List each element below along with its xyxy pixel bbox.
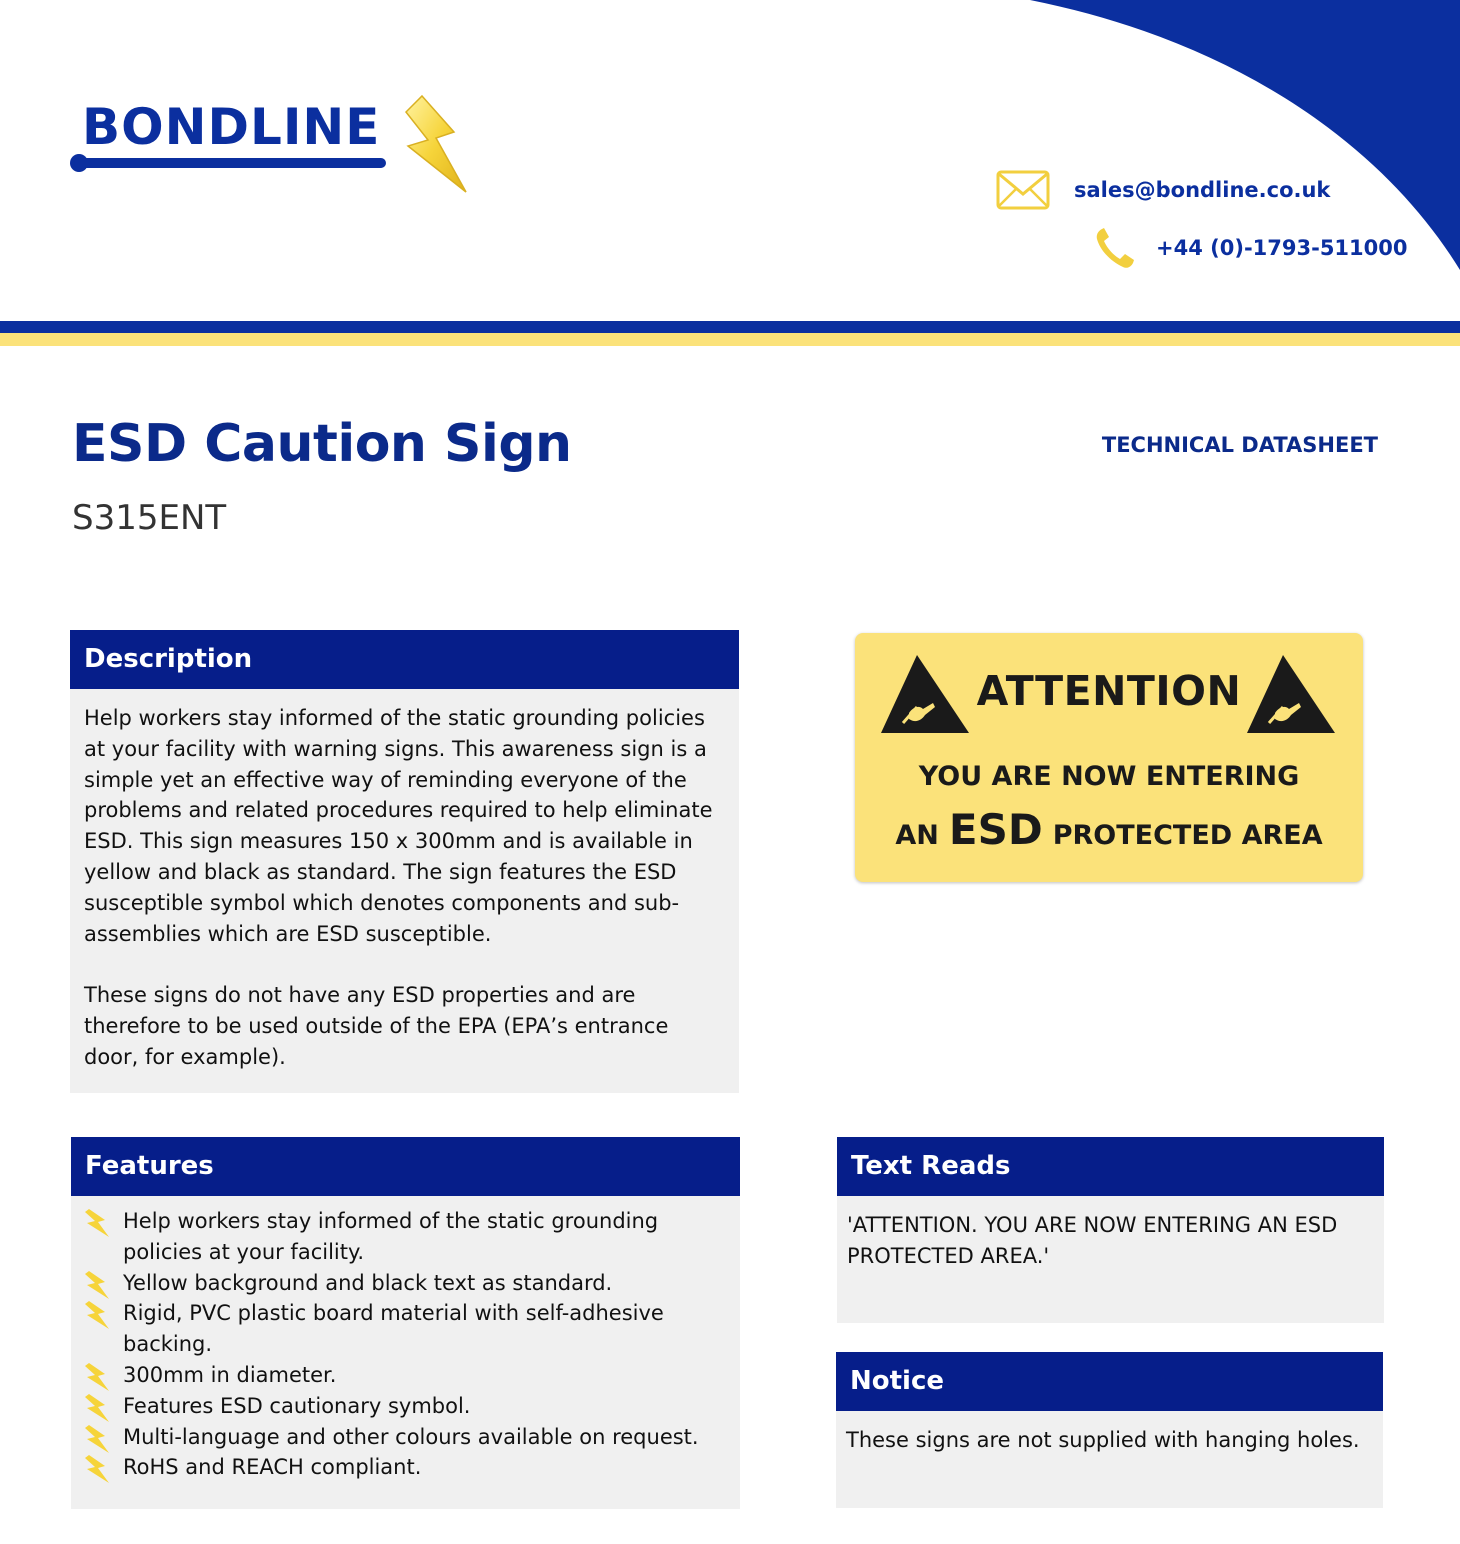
list-item: Multi-language and other colours available on request.: [83, 1422, 730, 1453]
lightning-bolt-icon: [83, 1270, 111, 1300]
lightning-bolt-icon: [83, 1393, 111, 1423]
sign-image: [855, 633, 1363, 882]
list-item: Yellow background and black text as standard.: [83, 1268, 730, 1299]
lightning-bolt-icon: [392, 92, 472, 197]
features-panel: [71, 1137, 740, 1509]
list-item: RoHS and REACH compliant.: [83, 1452, 730, 1483]
notice-panel: [836, 1352, 1383, 1508]
text-reads-heading: Text Reads: [837, 1137, 1384, 1196]
description-panel: [70, 630, 739, 1093]
logo-text: BONDLINE: [82, 98, 381, 156]
phone-icon: [1094, 226, 1136, 270]
lightning-bolt-icon: [83, 1454, 111, 1484]
sign-line-3-prefix: AN: [895, 820, 939, 851]
lightning-bolt-icon: [83, 1208, 111, 1238]
description-paragraph: These signs do not have any ESD properties and are therefore to be used outside of the EPA (EPA’s entrance door, for example).: [84, 983, 669, 1069]
document-type-label: TECHNICAL DATASHEET: [1101, 433, 1378, 457]
lightning-bolt-icon: [83, 1424, 111, 1454]
list-item: Features ESD cautionary symbol.: [83, 1391, 730, 1422]
email-contact[interactable]: [996, 170, 1330, 210]
description-heading: Description: [70, 630, 739, 689]
sign-line-3-emphasis: ESD: [948, 805, 1043, 854]
phone-contact[interactable]: [1094, 226, 1408, 270]
sign-line-3: [855, 805, 1363, 854]
header-stripe-yellow: [0, 333, 1460, 346]
sign-attention-text: ATTENTION: [976, 667, 1242, 715]
bondline-logo: [70, 92, 480, 202]
text-reads-body: 'ATTENTION. YOU ARE NOW ENTERING AN ESD PROTECTED AREA.': [847, 1213, 1338, 1268]
notice-body: These signs are not supplied with hanging holes.: [846, 1428, 1360, 1452]
sign-line-3-suffix: PROTECTED AREA: [1052, 820, 1323, 851]
sign-line-2: YOU ARE NOW ENTERING: [918, 761, 1300, 792]
list-item: Rigid, PVC plastic board material with self-adhesive backing.: [83, 1298, 730, 1360]
page-title: ESD Caution Sign: [72, 414, 572, 474]
header-stripe-blue: [0, 321, 1460, 333]
email-link[interactable]: sales@bondline.co.uk: [1074, 178, 1331, 202]
features-heading: Features: [71, 1137, 740, 1196]
list-item: Help workers stay informed of the static grounding policies at your facility.: [83, 1206, 730, 1268]
lightning-bolt-icon: [83, 1300, 111, 1330]
phone-link[interactable]: +44 (0)-1793-511000: [1156, 236, 1408, 260]
text-reads-panel: [837, 1137, 1384, 1323]
notice-heading: Notice: [836, 1352, 1383, 1411]
logo-underline: [74, 158, 386, 168]
lightning-bolt-icon: [83, 1362, 111, 1392]
list-item: 300mm in diameter.: [83, 1360, 730, 1391]
product-code: S315ENT: [72, 498, 227, 538]
envelope-icon: [996, 170, 1050, 210]
features-list: [71, 1196, 740, 1483]
description-paragraph: Help workers stay informed of the static grounding policies at your facility with warning signs. This awareness sign is a simple yet an effective way of reminding everyone of the problems and related procedures required to help eliminate ESD. This sign measures 150 x 300mm and is available in yellow and black as standard. The sign features the ESD susceptible symbol which denotes components and sub-assemblies which are ESD susceptible.: [84, 706, 713, 946]
